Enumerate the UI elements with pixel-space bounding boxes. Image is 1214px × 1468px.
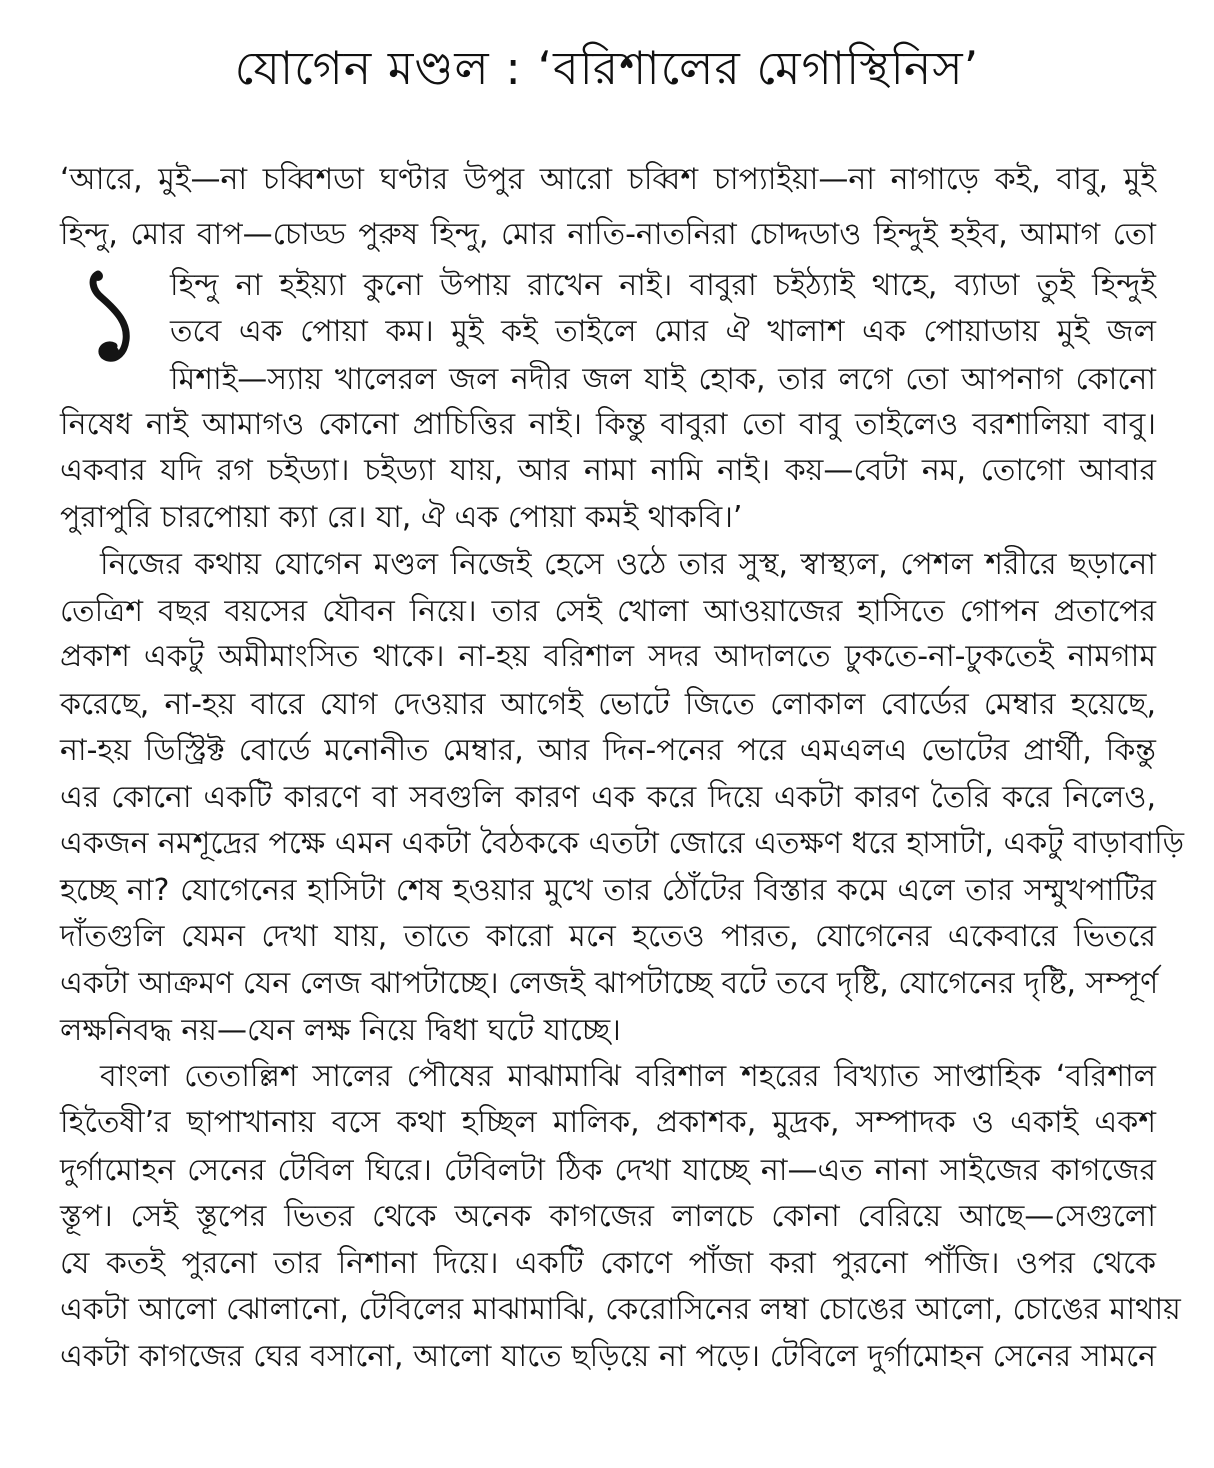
text-line: একটা কাগজের ঘের বসানো, আলো যাতে ছড়িয়ে না পড়ে। টেবিলে দুর্গামোহন সেনের সামনে <box>60 1339 1156 1374</box>
text-line: নিষেধ নাই আমাগও কোনো প্রাচিত্তির নাই। কিন্তু বাবুরা তো বাবু তাইলেও বরশালিয়া বাবু। <box>60 407 1156 442</box>
text-line: একবার যদি রগ চইড্যা। চইড্যা যায়, আর নামা নামি নাই। কয়—বেটা নম, তোগো আবার <box>60 453 1156 488</box>
text-line: দুর্গামোহন সেনের টেবিল ঘিরে। টেবিলটা ঠিক দেখা যাচ্ছে না—এত নানা সাইজের কাগজের <box>60 1153 1156 1188</box>
chapter-number-one-icon <box>84 268 144 368</box>
text-line: দাঁতগুলি যেমন দেখা যায়, তাতে কারো মনে হতেও পারত, যোগেনের একেবারে ভিতরে <box>60 919 1156 954</box>
text-line: যে কতই পুরনো তার নিশানা দিয়ে। একটি কোণে পাঁজা করা পুরনো পাঁজি। ওপর থেকে <box>60 1246 1156 1281</box>
text-line: এর কোনো একটি কারণে বা সবগুলি কারণ এক করে দিয়ে একটা কারণ তৈরি করে নিলেও, <box>60 780 1156 815</box>
text-line: হিতৈষী’র ছাপাখানায় বসে কথা হচ্ছিল মালিক, প্রকাশক, মুদ্রক, সম্পাদক ও একাই একশ <box>60 1105 1156 1140</box>
text-line: একজন নমশূদ্রের পক্ষে এমন একটা বৈঠককে এতটা জোরে এতক্ষণ ধরে হাসাটা, একটু বাড়াবাড়ি <box>60 826 1185 861</box>
text-line: একটা আক্রমণ যেন লেজ ঝাপটাচ্ছে। লেজই ঝাপটাচ্ছে বটে তবে দৃষ্টি, যোগেনের দৃষ্টি, সম্পূর্ণ <box>60 966 1159 1001</box>
text-line: পুরাপুরি চারপোয়া ক্যা রে। যা, ঐ এক পোয়া কমই থাকবি।’ <box>60 500 743 535</box>
text-line: হিন্দু না হইয়্যা কুনো উপায় রাখেন নাই। বাবুরা চইঠ্যাই থাহে, ব্যাডা তুই হিন্দুই <box>170 268 1156 303</box>
text-line: নিজের কথায় যোগেন মণ্ডল নিজেই হেসে ওঠে তার সুস্থ, স্বাস্থ্যল, পেশল শরীরে ছড়ানো <box>100 547 1156 582</box>
text-line: ‘আরে, মুই—না চব্বিশডা ঘণ্টার উপুর আরো চব্বিশ চাপ্যাইয়া—না নাগাড়ে কই, বাবু, মুই <box>60 162 1156 197</box>
text-line: লক্ষনিবদ্ধ নয়—যেন লক্ষ নিয়ে দ্বিধা ঘটে যাচ্ছে। <box>60 1013 621 1048</box>
text-line: করেছে, না-হয় বারে যোগ দেওয়ার আগেই ভোটে জিতে লোকাল বোর্ডের মেম্বার হয়েছে, <box>60 687 1156 722</box>
chapter-title: যোগেন মণ্ডল : ‘বরিশালের মেগাস্থিনিস’ <box>234 41 980 95</box>
text-line: স্তূপ। সেই স্তূপের ভিতর থেকে অনেক কাগজের লালচে কোনা বেরিয়ে আছে—সেগুলো <box>60 1199 1156 1234</box>
text-line: না-হয় ডিস্ট্রিক্ট বোর্ডে মনোনীত মেম্বার, আর দিন-পনের পরে এমএলএ ভোটের প্রার্থী, কিন্তু <box>60 733 1156 768</box>
text-line: তবে এক পোয়া কম। মুই কই তাইলে মোর ঐ খালাশ এক পোয়াডায় মুই জল <box>170 314 1156 349</box>
text-line: একটা আলো ঝোলানো, টেবিলের মাঝামাঝি, কেরোসিনের লম্বা চোঙের আলো, চোঙের মাথায় <box>60 1292 1181 1327</box>
text-line: প্রকাশ একটু অমীমাংসিত থাকে। না-হয় বরিশাল সদর আদালতে ঢুকতে-না-ঢুকতেই নামগাম <box>60 639 1156 674</box>
text-line: বাংলা তেতাল্লিশ সালের পৌষের মাঝামাঝি বরিশাল শহরের বিখ্যাত সাপ্তাহিক ‘বরিশাল <box>100 1059 1156 1094</box>
text-line: হচ্ছে না? যোগেনের হাসিটা শেষ হওয়ার মুখে তার ঠোঁটের বিস্তার কমে এলে তার সম্মুখপাটির <box>60 873 1156 908</box>
text-line: হিন্দু, মোর বাপ—চোড্ড পুরুষ হিন্দু, মোর নাতি-নাতনিরা চোদ্দডাও হিন্দুই হইব, আমাগ তো <box>60 217 1156 252</box>
text-line: তেত্রিশ বছর বয়সের যৌবন নিয়ে। তার সেই খোলা আওয়াজের হাসিতে গোপন প্রতাপের <box>60 594 1156 629</box>
text-line: মিশাই—স্যায় খালেরল জল নদীর জল যাই হোক, তার লগে তো আপনাগ কোনো <box>170 362 1156 397</box>
